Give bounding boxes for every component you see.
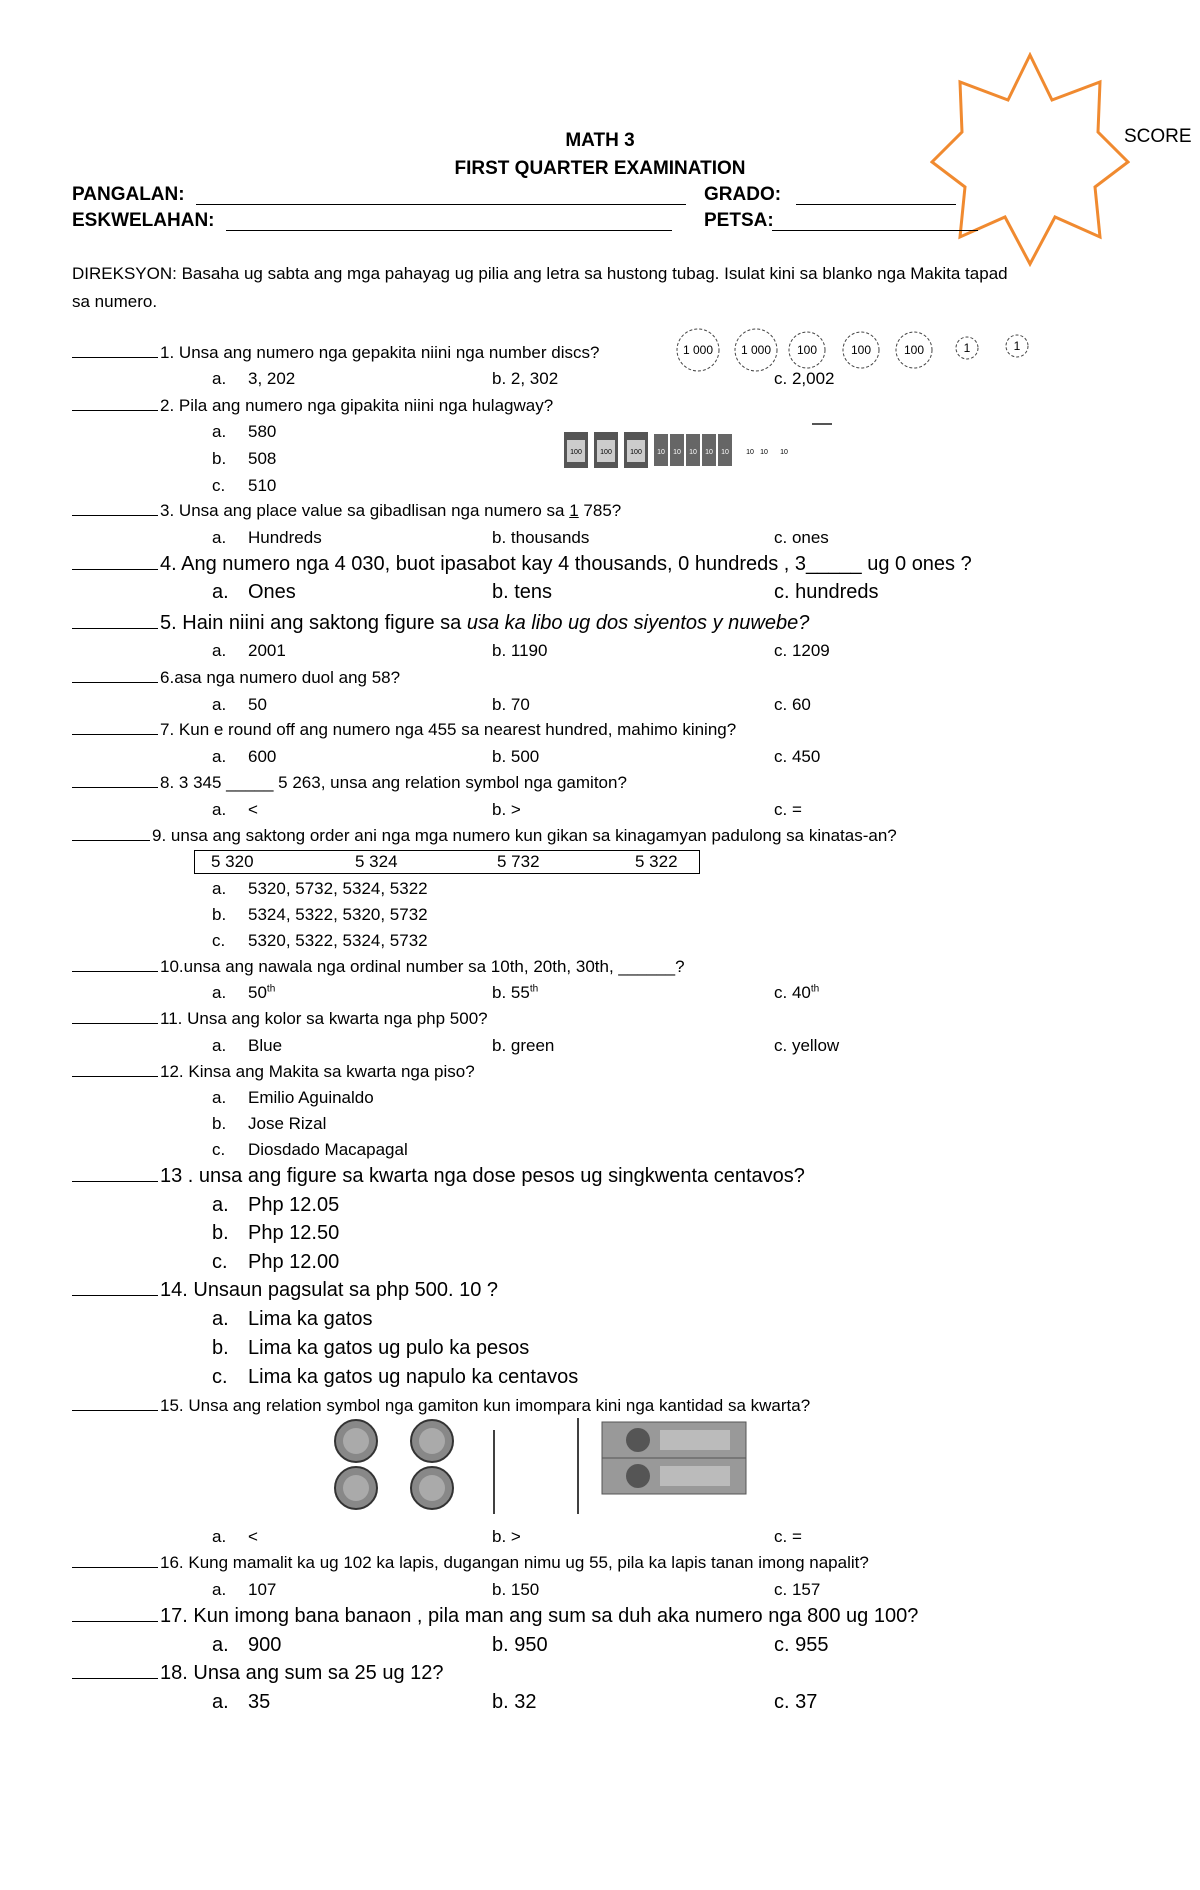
option-16a[interactable]: a. 107: [212, 1580, 277, 1599]
question-3: 3. Unsa ang place value sa gibadlisan nga numero sa 1 785?: [72, 501, 621, 521]
numbers-box: [194, 850, 700, 874]
answer-blank-15[interactable]: [72, 1396, 158, 1411]
option-6a[interactable]: a. 50: [212, 695, 267, 714]
question-9: 9. unsa ang saktong order ani nga mga numero kun gikan sa kinagamyan padulong sa kinatas-an?: [72, 826, 897, 846]
block-ten: 10: [780, 449, 788, 456]
option-18b[interactable]: b. 32: [492, 1691, 537, 1713]
block-hundred: 100: [630, 449, 642, 456]
option-14a[interactable]: a. Lima ka gatos: [212, 1308, 373, 1330]
option-17a[interactable]: a. 900: [212, 1634, 282, 1656]
option-2b[interactable]: b. 508: [212, 449, 277, 468]
option-6b[interactable]: b. 70: [492, 695, 530, 714]
option-5b[interactable]: b. 1190: [492, 641, 548, 660]
answer-blank-13[interactable]: [72, 1167, 158, 1182]
option-13b[interactable]: b. Php 12.50: [212, 1222, 340, 1244]
question-2: 2. Pila ang numero nga gipakita niini nga hulagway?: [72, 396, 553, 416]
block-ten: 10: [721, 449, 729, 456]
answer-blank-7[interactable]: [72, 720, 158, 735]
answer-blank-14[interactable]: [72, 1281, 158, 1296]
block-ten: 10: [760, 449, 768, 456]
disc-100: 100: [850, 343, 872, 357]
school-label: ESKWELAHAN:: [72, 210, 215, 231]
option-10c[interactable]: c. 40th: [774, 983, 820, 1002]
option-18c[interactable]: c. 37: [774, 1691, 818, 1713]
answer-blank-6[interactable]: [72, 668, 158, 683]
date-field[interactable]: [772, 230, 978, 231]
block-ten: 10: [657, 449, 665, 456]
question-15: 15. Unsa ang relation symbol nga gamiton kun imompara kini nga kantidad sa kwarta?: [72, 1396, 810, 1416]
option-3a[interactable]: a. Hundreds: [212, 528, 322, 547]
option-17c[interactable]: c. 955: [774, 1634, 829, 1656]
coins-image: [335, 1420, 453, 1509]
question-11: 11. Unsa ang kolor sa kwarta nga php 500?: [72, 1009, 488, 1029]
answer-blank-4[interactable]: [72, 555, 158, 570]
answer-blank-16[interactable]: [72, 1553, 158, 1568]
disc-1: 1: [963, 341, 971, 355]
option-6c[interactable]: c. 60: [774, 695, 811, 714]
option-7b[interactable]: b. 500: [492, 747, 540, 766]
question-5: 5. Hain niini ang saktong figure sa usa ka libo ug dos siyentos y nuwebe?: [72, 612, 809, 635]
option-13c[interactable]: c. Php 12.00: [212, 1251, 340, 1273]
option-16b[interactable]: b. 150: [492, 1580, 540, 1599]
option-8b[interactable]: b. >: [492, 800, 521, 819]
name-label: PANGALAN:: [72, 184, 185, 205]
option-5a[interactable]: a. 2001: [212, 641, 286, 660]
option-17b[interactable]: b. 950: [492, 1634, 548, 1656]
date-label: PETSA:: [704, 210, 774, 231]
option-13a[interactable]: a. Php 12.05: [212, 1194, 340, 1216]
question-7: 7. Kun e round off ang numero nga 455 sa nearest hundred, mahimo kining?: [72, 720, 736, 740]
option-11c[interactable]: c. yellow: [774, 1036, 840, 1055]
answer-blank-10[interactable]: [72, 957, 158, 972]
answer-blank-3[interactable]: [72, 501, 158, 516]
option-18a[interactable]: a. 35: [212, 1691, 271, 1713]
block-ten: 10: [673, 449, 681, 456]
name-field[interactable]: [196, 204, 686, 205]
order-number: 5 320: [211, 852, 254, 871]
answer-blank-1[interactable]: [72, 343, 158, 358]
disc-100: 100: [903, 343, 925, 357]
directions-label: DIREKSYON:: [72, 264, 177, 283]
option-5c[interactable]: c. 1209: [774, 641, 830, 660]
question-16: 16. Kung mamalit ka ug 102 ka lapis, dugangan nimu ug 55, pila ka lapis tanan imong napalit?: [72, 1553, 869, 1573]
option-11a[interactable]: a. Blue: [212, 1036, 283, 1055]
question-14: 14. Unsaun pagsulat sa php 500. 10 ?: [72, 1279, 498, 1302]
answer-blank-2[interactable]: [72, 396, 158, 411]
option-14b[interactable]: b. Lima ka gatos ug pulo ka pesos: [212, 1337, 530, 1359]
option-8a[interactable]: a. <: [212, 800, 258, 819]
block-hundred: 100: [570, 449, 582, 456]
order-number: 5 324: [355, 852, 398, 871]
question-12: 12. Kinsa ang Makita sa kwarta nga piso?: [72, 1062, 475, 1082]
disc-1000: 1 000: [740, 343, 772, 357]
question-17: 17. Kun imong bana banaon , pila man ang sum sa duh aka numero nga 800 ug 100?: [72, 1605, 918, 1628]
answer-blank-9[interactable]: [72, 826, 150, 841]
grade-label: GRADO:: [704, 184, 782, 205]
disc-1: 1: [1013, 339, 1021, 353]
option-3c[interactable]: c. ones: [774, 528, 829, 547]
base-ten-blocks-image: [560, 420, 840, 472]
subject-title: MATH 3: [565, 130, 635, 151]
question-1: 1. Unsa ang numero nga gepakita niini nga number discs?: [72, 343, 599, 363]
order-number: 5 732: [497, 852, 540, 871]
option-4c[interactable]: c. hundreds: [774, 581, 879, 603]
option-2a[interactable]: a. 580: [212, 422, 277, 441]
disc-1000: 1 000: [682, 343, 714, 357]
block-ten: 10: [746, 449, 754, 456]
question-8: 8. 3 345 _____ 5 263, unsa ang relation symbol nga gamiton?: [72, 773, 627, 793]
answer-blank-5[interactable]: [72, 614, 158, 629]
option-9b[interactable]: b. 5324, 5322, 5320, 5732: [212, 905, 428, 924]
option-7a[interactable]: a. 600: [212, 747, 277, 766]
answer-blank-17[interactable]: [72, 1607, 158, 1622]
option-7c[interactable]: c. 450: [774, 747, 821, 766]
option-11b[interactable]: b. green: [492, 1036, 555, 1055]
banknotes-image: [602, 1422, 746, 1494]
directions-text-1: Basaha ug sabta ang mga pahayag ug pilia ang letra sa hustong tubag. Isulat kini sa blanko nga Makita tapad: [176, 264, 1008, 283]
answer-blank-8[interactable]: [72, 773, 158, 788]
block-hundred: 100: [600, 449, 612, 456]
option-14c[interactable]: c. Lima ka gatos ug napulo ka centavos: [212, 1366, 579, 1388]
option-1a[interactable]: a. 3, 202: [212, 369, 296, 388]
option-12a[interactable]: a. Emilio Aguinaldo: [212, 1088, 374, 1107]
option-10b[interactable]: b. 55th: [492, 983, 539, 1002]
option-1c[interactable]: c. 2,002: [774, 369, 835, 388]
option-15b[interactable]: b. >: [492, 1527, 521, 1546]
exam-title: FIRST QUARTER EXAMINATION: [454, 158, 746, 179]
answer-blank-18[interactable]: [72, 1664, 158, 1679]
number-discs-image: [674, 328, 1034, 378]
option-15a[interactable]: a. <: [212, 1527, 258, 1546]
option-8c[interactable]: c. =: [774, 800, 802, 819]
directions-text-2: sa numero.: [72, 292, 158, 311]
block-ten: 10: [689, 449, 697, 456]
question-18: 18. Unsa ang sum sa 25 ug 12?: [72, 1662, 444, 1685]
score-label: SCORE: [1124, 126, 1192, 147]
question-13: 13 . unsa ang figure sa kwarta nga dose pesos ug singkwenta centavos?: [72, 1165, 805, 1188]
option-9c[interactable]: c. 5320, 5322, 5324, 5732: [212, 931, 428, 950]
option-2c[interactable]: c. 510: [212, 476, 277, 495]
option-3b[interactable]: b. thousands: [492, 528, 590, 547]
block-ten: 10: [705, 449, 713, 456]
option-4b[interactable]: b. tens: [492, 581, 553, 603]
option-4a[interactable]: a. Ones: [212, 581, 296, 603]
option-10a[interactable]: a. 50th: [212, 983, 276, 1002]
question-10: 10.unsa ang nawala nga ordinal number sa 10th, 20th, 30th, ______?: [72, 957, 685, 977]
answer-blank-12[interactable]: [72, 1062, 158, 1077]
money-comparison-image: [320, 1418, 760, 1518]
school-field[interactable]: [226, 230, 672, 231]
grade-field[interactable]: [796, 204, 956, 205]
order-number: 5 322: [635, 852, 678, 871]
option-9a[interactable]: a. 5320, 5732, 5324, 5322: [212, 879, 428, 898]
question-6: 6.asa nga numero duol ang 58?: [72, 668, 400, 688]
option-12c[interactable]: c. Diosdado Macapagal: [212, 1140, 408, 1159]
option-12b[interactable]: b. Jose Rizal: [212, 1114, 327, 1133]
disc-100: 100: [796, 343, 818, 357]
option-15c[interactable]: c. =: [774, 1527, 802, 1546]
question-4: 4. Ang numero nga 4 030, buot ipasabot kay 4 thousands, 0 hundreds , 3_____ ug 0 ones ?: [72, 553, 972, 576]
directions: [72, 264, 1008, 284]
option-16c[interactable]: c. 157: [774, 1580, 821, 1599]
answer-blank-11[interactable]: [72, 1009, 158, 1024]
option-1b[interactable]: b. 2, 302: [492, 369, 559, 388]
